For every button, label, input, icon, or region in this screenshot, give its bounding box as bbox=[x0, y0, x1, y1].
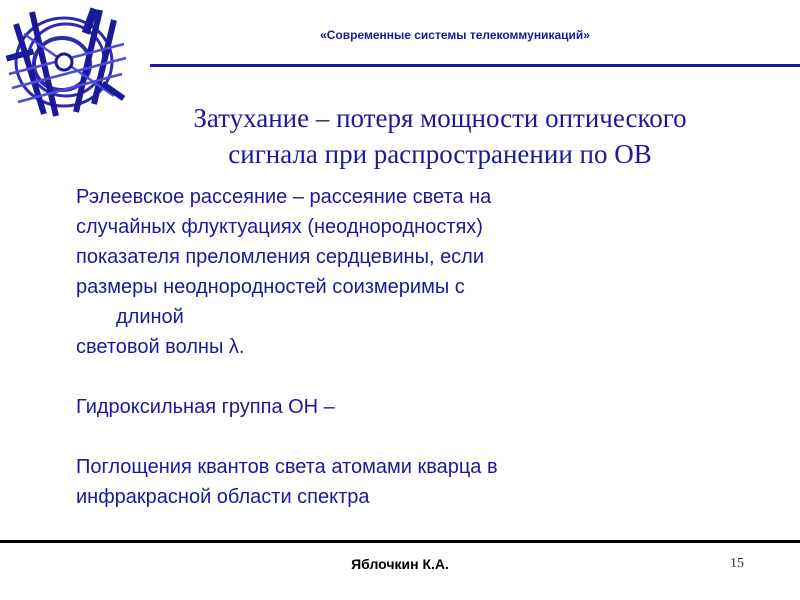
slide-title-line-2: сигнала при распространении по ОВ bbox=[228, 139, 652, 169]
slide-body bbox=[76, 182, 716, 512]
author-name: Яблочкин К.А. bbox=[351, 556, 449, 572]
body-spacer bbox=[76, 362, 716, 392]
page-number: 15 bbox=[730, 556, 744, 571]
body-line: случайных флуктуациях (неоднородностях) bbox=[76, 216, 483, 238]
body-line: световой волны λ. bbox=[76, 336, 245, 358]
fiber-logo-icon bbox=[4, 4, 132, 122]
body-line: показателя преломления сердцевины, если bbox=[76, 246, 485, 268]
body-line: размеры неоднородностей соизмеримы с bbox=[76, 276, 465, 298]
slide-title-line-1: Затухание – потеря мощности оптического bbox=[193, 103, 687, 133]
body-line: инфракрасной области спектра bbox=[76, 486, 370, 508]
body-line: Поглощения квантов света атомами кварца в bbox=[76, 456, 498, 478]
body-spacer bbox=[76, 422, 716, 452]
slide-title bbox=[120, 100, 760, 172]
body-line-continuation: длиной bbox=[116, 306, 184, 328]
header-rule bbox=[150, 64, 800, 67]
body-line: Гидроксильная группа ОН – bbox=[76, 396, 335, 418]
body-line: Рэлеевское рассеяние – рассеяние света на bbox=[76, 186, 492, 208]
course-title: «Современные системы телекоммуникаций» bbox=[320, 28, 590, 42]
footer-rule bbox=[0, 540, 800, 543]
